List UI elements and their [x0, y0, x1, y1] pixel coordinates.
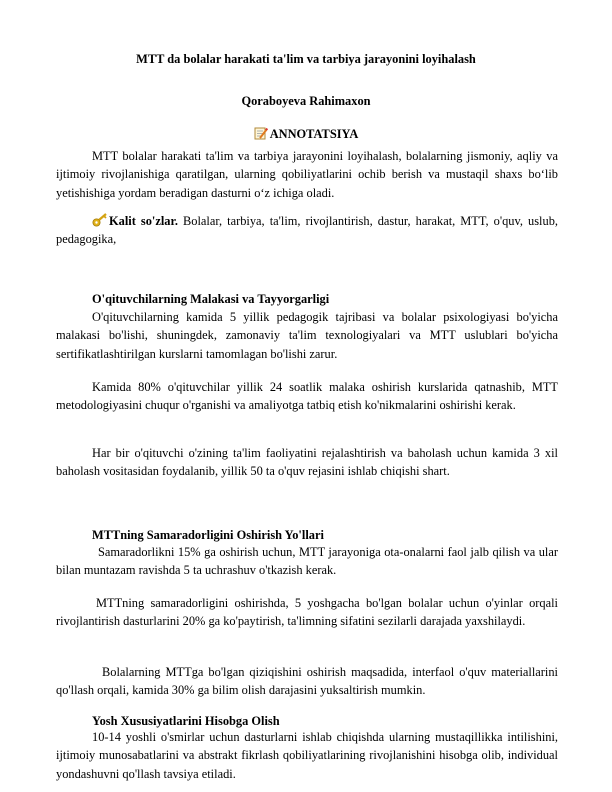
document-title: MTT da bolalar harakati ta'lim va tarbiya jarayonini loyihalash [136, 52, 476, 66]
annotation-heading: ANNOTATSIYA [269, 127, 359, 141]
annotation-heading-line [0, 127, 612, 142]
memo-icon [254, 127, 268, 140]
section-heading: O'qituvchilarning Malakasi va Tayyorgarligi [92, 292, 330, 306]
section-heading: Yosh Xususiyatlarini Hisobga Olish [92, 714, 280, 728]
section-paragraph: Har bir o'qituvchi o'zining ta'lim faoliyatini rejalashtirish va baholash uchun kamida 3 xil baholash vositasidan foydalanib, yillik 50 ta o'quv rejasini ishlab chiqishi shart. [56, 446, 558, 479]
author-name: Qoraboyeva Rahimaxon [241, 94, 371, 108]
key-icon [92, 213, 108, 227]
keywords-text: Bolalar, tarbiya, ta'lim, rivojlantirish, dastur, harakat, MTT, o'quv, uslub, pedagogika, [56, 214, 558, 247]
section-paragraph: Samaradorlikni 15% ga oshirish uchun, MTT jarayoniga ota-onalarni faol jalb qilish va ular bilan muntazam ravishda 5 ta uchrashuv o'tkazish kerak. [56, 545, 558, 578]
section-paragraph: MTTning samaradorligini oshirishda, 5 yoshgacha bo'lgan bolalar uchun o'yinlar orqali rivojlantirish dasturlarini 20% ga ko'paytirish, ta'limning sifatini sezilarli darajada yaxshilaydi. [56, 596, 558, 629]
section-paragraph: Bolalarning MTTga bo'lgan qiziqishini oshirish maqsadida, interfaol o'quv materiallarini qo'llash orqali, kamida 30% ga bilim olish darajasini yuksaltirish mumkin. [56, 665, 558, 698]
section-heading: MTTning Samaradorligini Oshirish Yo'llari [92, 528, 324, 542]
section-paragraph: 10-14 yoshli o'smirlar uchun dasturlarni ishlab chiqishda ularning mustaqillikka intilishini, ijtimoiy munosabatlarini va abstrakt fikrlash qobiliyatlarining rivojlanishini hisobga olib, individual yondashuvni qo'llash tavsiya etiladi. [56, 730, 558, 781]
keywords-paragraph [56, 212, 558, 249]
section-paragraph: O'qituvchilarning kamida 5 yillik pedagogik tajribasi va bolalar psixologiyasi bo'yicha malakasi bo'lishi, shuningdek, zamonaviy ta'lim texnologiyalari va MTT uslublari bo'yicha sertifikatlashtirilgan kurslarni tamomlagan bo'lishi zarur. [56, 310, 558, 361]
section-paragraph: Kamida 80% o'qituvchilar yillik 24 soatlik malaka oshirish kurslarida qatnashib, MTT metodologiyasini chuqur o'rganishi va amaliyotga tatbiq etish ko'nikmalarini oshirishi kerak. [56, 380, 558, 413]
annotation-text: MTT bolalar harakati ta'lim va tarbiya jarayonini loyihalash, bolalarning jismoniy, aqliy va ijtimoiy rivojlanishiga qaratilgan, ularning qobiliyatlarini ochib berish va mustaqil shaxs bo‘lib yetishishiga yordam beradigan dasturni o‘z ichiga oladi. [56, 149, 558, 200]
keywords-label: Kalit so'zlar. [109, 214, 178, 228]
